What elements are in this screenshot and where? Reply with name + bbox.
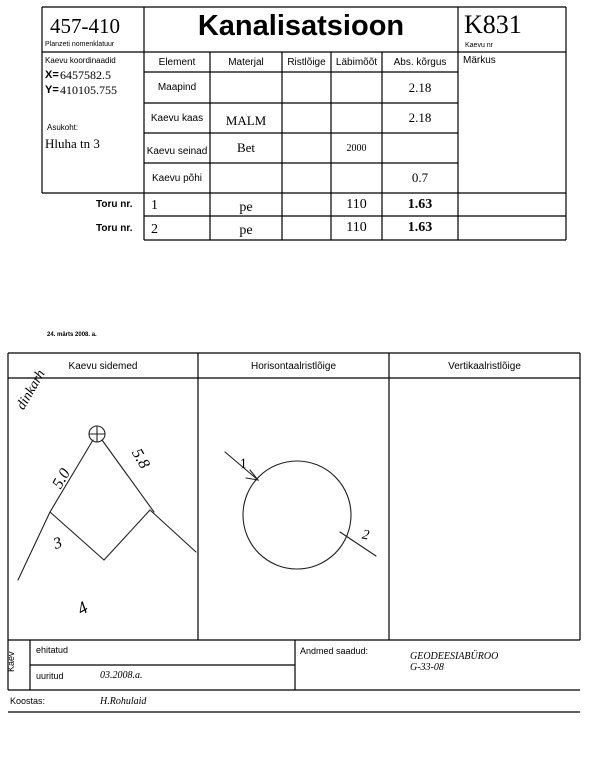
pipe-height: 1.63 bbox=[407, 196, 433, 212]
well-number-label: Kaevu nr bbox=[465, 42, 494, 49]
col-header-cross: Ristlõige bbox=[287, 56, 326, 68]
date-note: 24. märts 2008. a. bbox=[47, 332, 97, 338]
pipe-diameter: 110 bbox=[346, 220, 367, 235]
hw-label-pipe-1: 1 bbox=[238, 456, 249, 473]
location-value: Hluha tn 3 bbox=[45, 136, 100, 151]
hw-label-3: 3 bbox=[51, 534, 65, 553]
coords-label: Kaevu koordinaadid bbox=[45, 56, 116, 65]
table-row-material: MALM bbox=[225, 113, 267, 128]
pipe-number: 1 bbox=[151, 198, 158, 213]
sketch-col-horizontal: Horisontaalristlõige bbox=[250, 360, 337, 372]
well-number: K831 bbox=[464, 10, 522, 39]
well-cross-section-circle bbox=[243, 461, 351, 569]
hw-label-5-8: 5.8 bbox=[128, 445, 153, 472]
table-row-element: Kaevu kaas bbox=[150, 112, 204, 124]
nomenclature-label: Planzeti nomenklatuur bbox=[45, 41, 115, 48]
table-row-element: Kaevu seinad bbox=[146, 145, 208, 157]
footer-source-label: Andmed saadud: bbox=[300, 646, 369, 656]
footer-author-label: Koostas: bbox=[10, 696, 46, 706]
pipe-material: pe bbox=[239, 199, 253, 215]
footer-surveyed-value: 03.2008.a. bbox=[100, 670, 143, 681]
table-row-height: 2.18 bbox=[408, 79, 432, 95]
col-header-diameter: Läbimõõt bbox=[335, 56, 378, 68]
pipe-number: 2 bbox=[151, 222, 158, 237]
col-header-element: Element bbox=[158, 56, 196, 68]
pipe-label: Toru nr. bbox=[96, 199, 133, 210]
pipe-material: pe bbox=[239, 222, 253, 238]
col-header-height: Abs. kõrgus bbox=[393, 56, 447, 68]
page-title: Kanalisatsioon bbox=[197, 10, 405, 42]
pipe-label: Toru nr. bbox=[96, 223, 133, 234]
hw-label-top-left: dinkarh bbox=[14, 367, 49, 413]
table-row-element: Maapind bbox=[157, 82, 197, 93]
hw-label-4: 4 bbox=[73, 597, 92, 619]
table-row-diameter: 2000 bbox=[346, 142, 367, 154]
location-label: Asukoht: bbox=[47, 123, 79, 132]
table-row-element: Kaevu põhi bbox=[151, 172, 203, 184]
footer-author-value: H.Rohulaid bbox=[100, 696, 147, 707]
pipe-diameter: 110 bbox=[346, 196, 367, 212]
sketch-col-ties: Kaevu sidemed bbox=[68, 360, 138, 372]
nomenclature: 457-410 bbox=[50, 14, 120, 38]
footer-surveyed-label: uuritud bbox=[36, 671, 64, 681]
footer-source-code: G-33-08 bbox=[410, 662, 444, 673]
col-header-material: Materjal bbox=[228, 56, 264, 68]
footer-source-value: GEODEESIABÜROO bbox=[410, 651, 499, 662]
col-header-note: Märkus bbox=[463, 55, 496, 66]
table-row-height: 2.18 bbox=[408, 110, 432, 125]
sketch-col-vertical: Vertikaalristlõige bbox=[448, 360, 521, 372]
y-value: 410105.755 bbox=[60, 83, 117, 97]
table-row-height: 0.7 bbox=[411, 170, 429, 185]
table-row-material: Bet bbox=[236, 140, 256, 155]
y-label: Y= bbox=[45, 84, 59, 96]
footer-kaev-label: Kaev bbox=[6, 651, 16, 672]
pipe-height: 1.63 bbox=[407, 220, 433, 235]
hw-label-pipe-2: 2 bbox=[360, 527, 371, 544]
hw-label-5-0: 5.0 bbox=[49, 465, 74, 492]
footer-built-label: ehitatud bbox=[36, 645, 69, 655]
pipe-2-line bbox=[340, 532, 376, 556]
x-value: 6457582.5 bbox=[60, 68, 111, 82]
x-label: X= bbox=[45, 69, 59, 81]
